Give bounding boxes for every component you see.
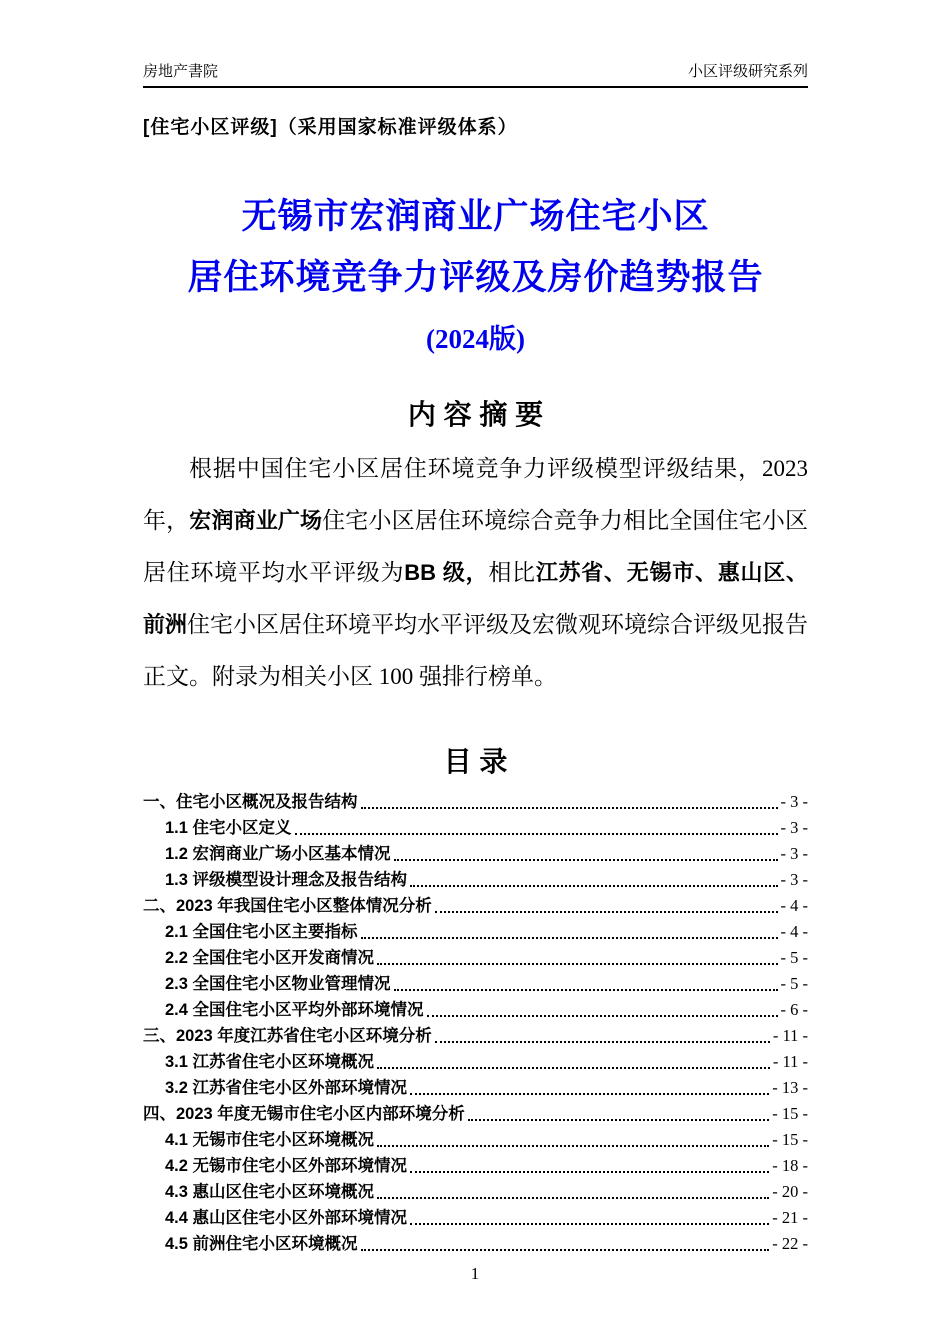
- toc-leader-dots: [410, 1093, 769, 1095]
- toc-item-page-number: - 5 -: [780, 974, 808, 993]
- toc-item[interactable]: [143, 945, 808, 971]
- toc-item-label: 三、2023 年度江苏省住宅小区环境分析: [143, 1027, 432, 1045]
- toc-item-page-number: - 15 -: [772, 1130, 808, 1149]
- toc-item[interactable]: [143, 867, 808, 893]
- toc-item[interactable]: [143, 815, 808, 841]
- toc-item-label: 4.5 前洲住宅小区环境概况: [165, 1235, 358, 1253]
- abstract-text: 根据中国住宅小区居住环境竞争力评级模型评级结果，2023 年，: [143, 456, 808, 533]
- toc-item-label: 四、2023 年度无锡市住宅小区内部环境分析: [143, 1105, 465, 1123]
- report-title-line2: 居住环境竞争力评级及房价趋势报告: [187, 258, 764, 297]
- rating-system-tagline: [住宅小区评级]（采用国家标准评级体系）: [143, 117, 518, 138]
- report-edition: (2024版): [426, 324, 525, 354]
- toc-leader-dots: [361, 807, 778, 809]
- toc-leader-dots: [377, 1197, 769, 1199]
- toc-item[interactable]: [143, 1101, 808, 1127]
- toc-item[interactable]: [143, 1205, 808, 1231]
- toc-leader-dots: [468, 1119, 769, 1121]
- toc-item[interactable]: [143, 893, 808, 919]
- abstract-text: 住宅小区居住环境综合竞争力相比全国住宅小区居住环境平均水平评级为: [143, 508, 809, 585]
- toc-item-label: 2.3 全国住宅小区物业管理情况: [165, 975, 391, 993]
- toc-item[interactable]: [143, 1179, 808, 1205]
- toc-item-page-number: - 4 -: [780, 896, 808, 915]
- toc-item-page-number: - 18 -: [772, 1156, 808, 1175]
- toc-item-label: 3.2 江苏省住宅小区外部环境情况: [165, 1079, 408, 1097]
- toc-item-label: 3.1 江苏省住宅小区环境概况: [165, 1053, 375, 1071]
- toc-item-label: 二、2023 年我国住宅小区整体情况分析: [143, 897, 432, 915]
- toc-item[interactable]: [143, 1231, 808, 1257]
- abstract-text: 相比: [488, 560, 536, 585]
- header-right-text: 小区评级研究系列: [687, 63, 808, 80]
- page-number: 1: [470, 1264, 480, 1283]
- toc-leader-dots: [394, 859, 778, 861]
- toc-leader-dots: [361, 937, 778, 939]
- abstract-paragraph: [143, 443, 808, 703]
- page-header: [143, 60, 808, 88]
- toc-item[interactable]: [143, 841, 808, 867]
- toc-item-label: 4.4 惠山区住宅小区外部环境情况: [165, 1209, 408, 1227]
- toc-item-page-number: - 3 -: [780, 870, 808, 889]
- toc-item-page-number: - 6 -: [780, 1000, 808, 1019]
- toc-item-label: 4.2 无锡市住宅小区外部环境情况: [165, 1157, 408, 1175]
- toc-heading: 目 录: [443, 746, 508, 777]
- report-title-line1: 无锡市宏润商业广场住宅小区: [241, 197, 710, 236]
- toc-item-page-number: - 20 -: [772, 1182, 808, 1201]
- toc-item-label: 一、住宅小区概况及报告结构: [143, 793, 358, 811]
- abstract-bold-text: 江苏省、无锡市、惠山区、前洲: [143, 560, 808, 637]
- toc-item[interactable]: [143, 1153, 808, 1179]
- toc-leader-dots: [377, 1145, 769, 1147]
- abstract-bold-text: BB 级，: [404, 560, 489, 585]
- toc-leader-dots: [361, 1249, 770, 1251]
- toc-item-label: 4.1 无锡市住宅小区环境概况: [165, 1131, 375, 1149]
- toc-item[interactable]: [143, 919, 808, 945]
- toc-leader-dots: [410, 1171, 769, 1173]
- toc-item-label: 4.3 惠山区住宅小区环境概况: [165, 1183, 375, 1201]
- toc-item[interactable]: [143, 971, 808, 997]
- toc-leader-dots: [377, 1067, 770, 1069]
- abstract-text: 住宅小区居住环境平均水平评级及宏微观环境综合评级见报告正文。附录为相关小区 100 强排行榜单。: [143, 612, 809, 689]
- toc-item-page-number: - 3 -: [780, 818, 808, 837]
- toc-item[interactable]: [143, 997, 808, 1023]
- toc-item[interactable]: [143, 1127, 808, 1153]
- toc-item-page-number: - 22 -: [772, 1234, 808, 1253]
- toc-item-label: 2.4 全国住宅小区平均外部环境情况: [165, 1001, 424, 1019]
- toc-item-page-number: - 13 -: [772, 1078, 808, 1097]
- toc-item-label: 1.3 评级模型设计理念及报告结构: [165, 871, 408, 889]
- toc-item-page-number: - 4 -: [780, 922, 808, 941]
- toc-leader-dots: [410, 1223, 769, 1225]
- toc-item[interactable]: [143, 1049, 808, 1075]
- header-left-text: 房地产書院: [143, 63, 219, 80]
- toc-item-page-number: - 5 -: [780, 948, 808, 967]
- toc-item[interactable]: [143, 789, 808, 815]
- toc-list: [143, 789, 808, 1257]
- toc-leader-dots: [427, 1015, 778, 1017]
- toc-item[interactable]: [143, 1075, 808, 1101]
- toc-leader-dots: [377, 963, 777, 965]
- toc-item-label: 1.1 住宅小区定义: [165, 819, 292, 837]
- report-title-block: [143, 199, 808, 353]
- toc-item-label: 2.2 全国住宅小区开发商情况: [165, 949, 375, 967]
- abstract-heading: 内 容 摘 要: [407, 399, 544, 430]
- abstract-bold-text: 宏润商业广场: [189, 508, 323, 533]
- toc-item-page-number: - 15 -: [772, 1104, 808, 1123]
- toc-item[interactable]: [143, 1023, 808, 1049]
- toc-leader-dots: [435, 911, 778, 913]
- toc-leader-dots: [410, 885, 777, 887]
- toc-leader-dots: [295, 833, 778, 835]
- toc-item-label: 1.2 宏润商业广场小区基本情况: [165, 845, 391, 863]
- toc-item-label: 2.1 全国住宅小区主要指标: [165, 923, 358, 941]
- toc-item-page-number: - 11 -: [772, 1026, 808, 1045]
- toc-item-page-number: - 21 -: [772, 1208, 808, 1227]
- toc-leader-dots: [435, 1041, 770, 1043]
- toc-item-page-number: - 3 -: [780, 792, 808, 811]
- toc-item-page-number: - 11 -: [772, 1052, 808, 1071]
- toc-leader-dots: [394, 989, 778, 991]
- toc-item-page-number: - 3 -: [780, 844, 808, 863]
